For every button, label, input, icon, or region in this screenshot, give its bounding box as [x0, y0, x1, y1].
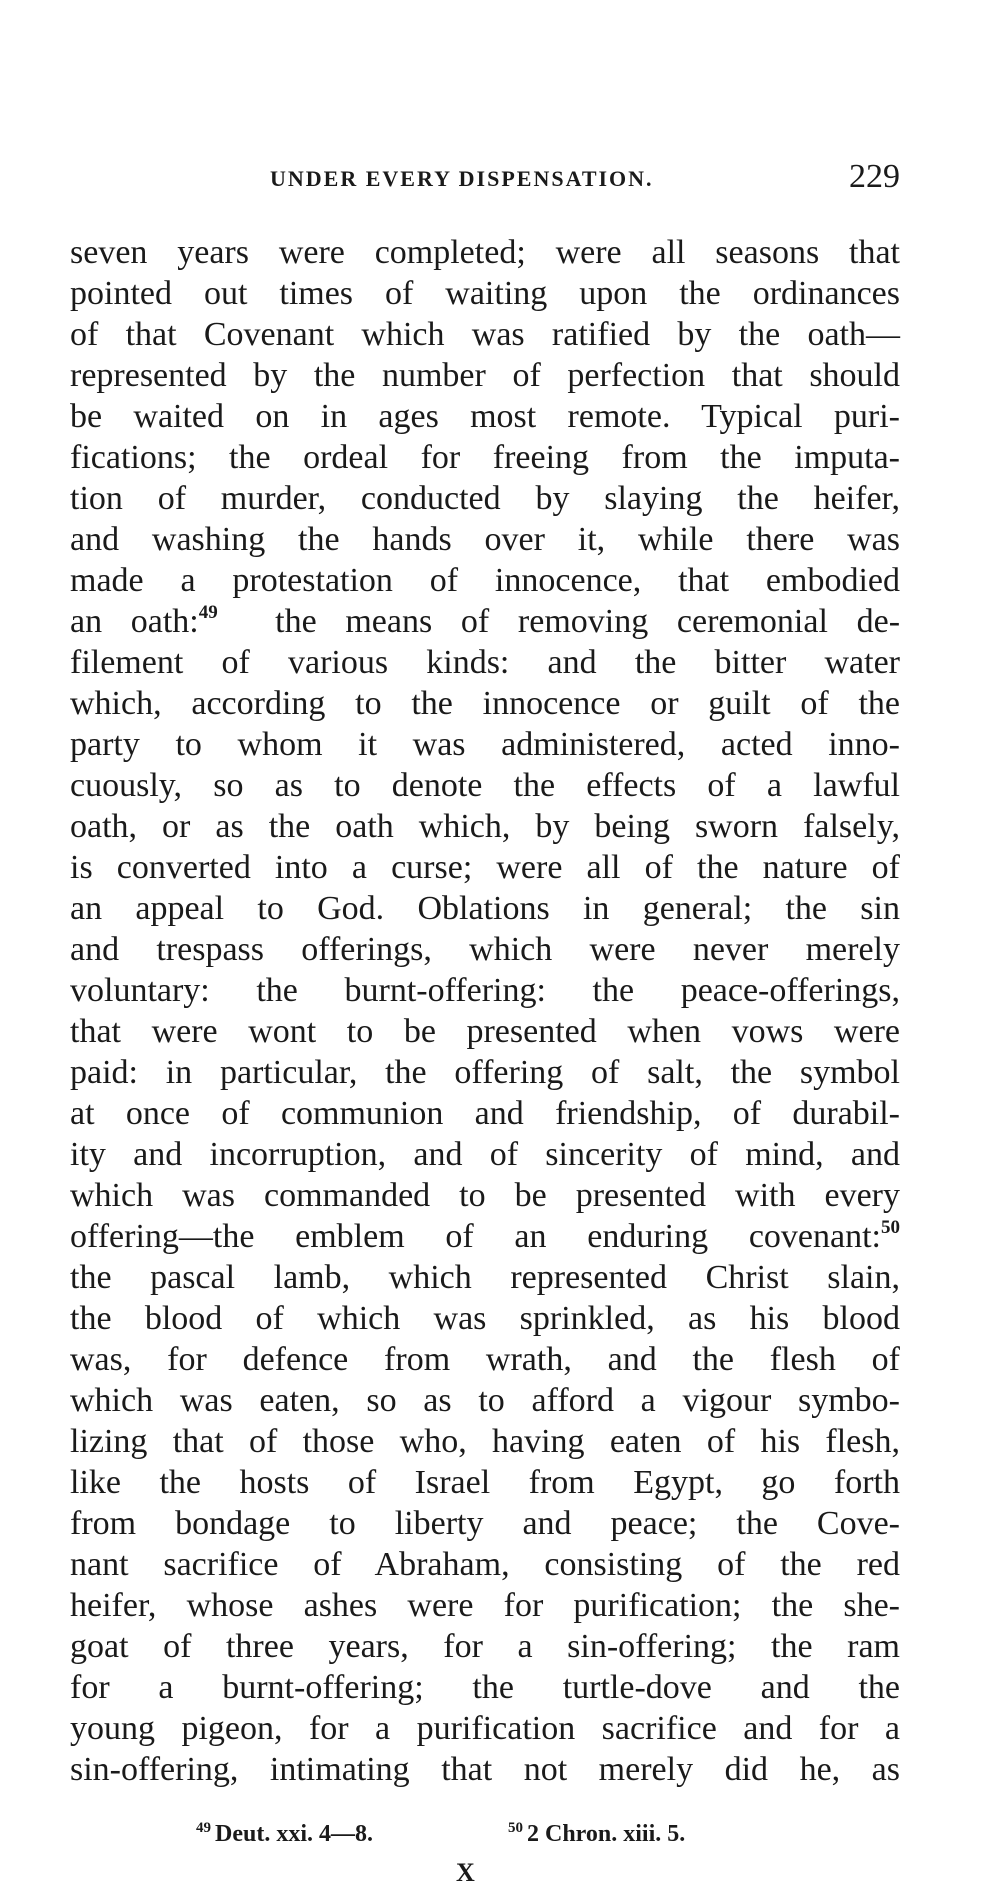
text-line: represented by the number of perfection that should	[70, 357, 900, 394]
text-line-prefix: an oath:	[70, 603, 199, 640]
footnote-49	[196, 1820, 373, 1848]
footnote-ref-49: 49	[198, 602, 218, 623]
text-line: of that Covenant which was ratified by the oath—	[70, 316, 900, 353]
text-line: party to whom it was administered, acted inno-	[70, 726, 900, 763]
text-line: like the hosts of Israel from Egypt, go forth	[70, 1464, 900, 1501]
text-line: which was commanded to be presented with every	[70, 1177, 900, 1214]
text-line: ity and incorruption, and of sincerity of mind, and	[70, 1136, 900, 1173]
text-line: filement of various kinds: and the bitter water	[70, 644, 900, 681]
text-line: and washing the hands over it, while there was	[70, 521, 900, 558]
text-line: the blood of which was sprinkled, as his blood	[70, 1300, 900, 1337]
signature-mark: X	[456, 1858, 475, 1887]
text-line: that were wont to be presented when vows were	[70, 1013, 900, 1050]
text-line: voluntary: the burnt-offering: the peace-offerings,	[70, 972, 900, 1009]
text-line: cuously, so as to denote the effects of a lawful	[70, 767, 900, 804]
text-line: for a burnt-offering; the turtle-dove and the	[70, 1669, 900, 1706]
text-line: lizing that of those who, having eaten of his flesh,	[70, 1423, 900, 1460]
text-line: tion of murder, conducted by slaying the heifer,	[70, 480, 900, 517]
text-line: from bondage to liberty and peace; the Cove-	[70, 1505, 900, 1542]
text-line: nant sacrifice of Abraham, consisting of the red	[70, 1546, 900, 1583]
text-line: which, according to the innocence or guilt of the	[70, 685, 900, 722]
text-line: and trespass offerings, which were never merely	[70, 931, 900, 968]
text-line: heifer, whose ashes were for purification; the she-	[70, 1587, 900, 1624]
body-text	[70, 232, 900, 1790]
text-line: paid: in particular, the offering of salt, the symbol	[70, 1054, 900, 1091]
text-line-with-footnote-50	[70, 1216, 900, 1257]
text-line: fications; the ordeal for freeing from the imputa-	[70, 439, 900, 476]
text-line-with-footnote-49	[70, 601, 900, 642]
footnote-number: 49	[196, 1820, 211, 1836]
text-line: young pigeon, for a purification sacrifice and for a	[70, 1710, 900, 1747]
footnotes	[70, 1820, 900, 1850]
text-line: made a protestation of innocence, that embodied	[70, 562, 900, 599]
text-line-body: offering—the emblem of an enduring covenant:	[70, 1218, 881, 1255]
footnote-ref-50: 50	[881, 1217, 900, 1238]
text-line: the pascal lamb, which represented Christ slain,	[70, 1259, 900, 1296]
text-line: sin-offering, intimating that not merely did he, as	[70, 1751, 900, 1788]
text-line: was, for defence from wrath, and the flesh of	[70, 1341, 900, 1378]
text-line-rest: the means of removing ceremonial de-	[275, 603, 901, 640]
text-line: goat of three years, for a sin-offering; the ram	[70, 1628, 900, 1665]
footnote-text: 2 Chron. xiii. 5.	[527, 1821, 686, 1847]
text-line: at once of communion and friendship, of durabil-	[70, 1095, 900, 1132]
text-line: be waited on in ages most remote. Typical puri-	[70, 398, 900, 435]
footnote-number: 50	[508, 1820, 523, 1836]
text-line: pointed out times of waiting upon the ordinances	[70, 275, 900, 312]
footnote-text: Deut. xxi. 4—8.	[215, 1821, 373, 1847]
running-title: UNDER EVERY DISPENSATION.	[270, 166, 654, 191]
text-line: oath, or as the oath which, by being sworn falsely,	[70, 808, 900, 845]
text-line: seven years were completed; were all seasons that	[70, 234, 900, 271]
footnote-50	[508, 1820, 685, 1848]
page-number: 229	[849, 158, 900, 195]
running-head	[70, 158, 900, 198]
text-line: an appeal to God. Oblations in general; the sin	[70, 890, 900, 927]
text-line: is converted into a curse; were all of the nature of	[70, 849, 900, 886]
text-line: which was eaten, so as to afford a vigour symbo-	[70, 1382, 900, 1419]
